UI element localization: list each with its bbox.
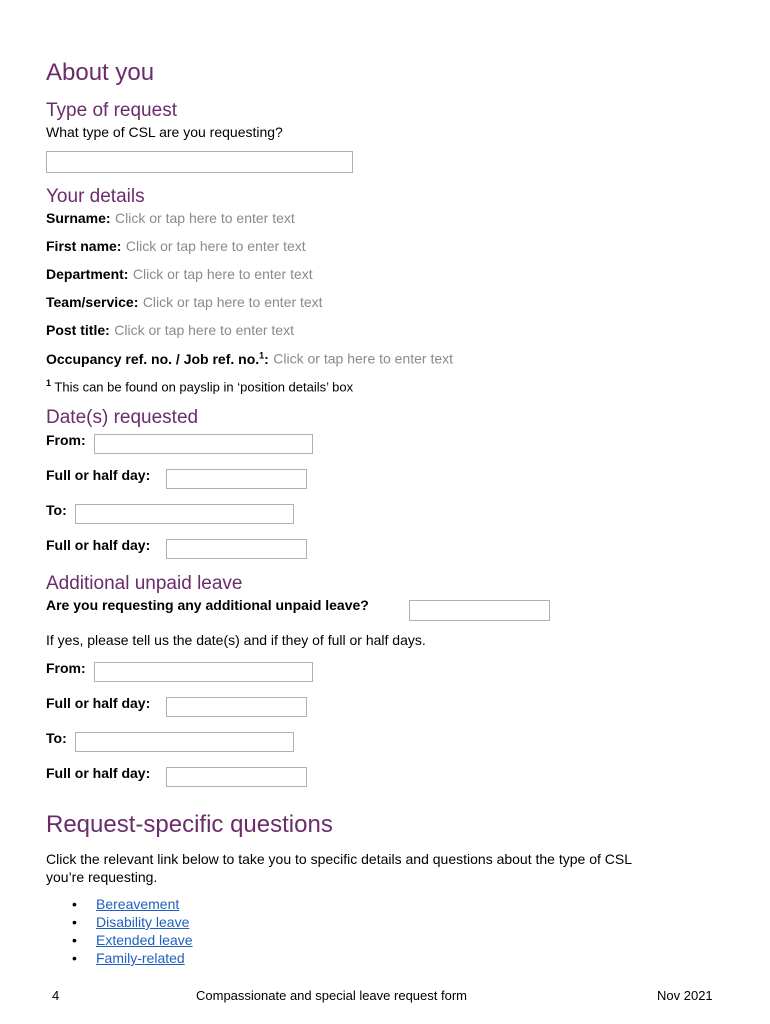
type-of-request-question: What type of CSL are you requesting? [46, 124, 283, 140]
bullet: • [72, 932, 77, 948]
bullet: • [72, 896, 77, 912]
first-name-row [46, 238, 306, 256]
dates-full-half-input-1[interactable] [166, 469, 307, 489]
unpaid-full-half-input-1[interactable] [166, 697, 307, 717]
bereavement-link[interactable]: Bereavement [96, 896, 180, 912]
footer-title: Compassionate and special leave request form [196, 988, 467, 1003]
occupancy-label: Occupancy ref. no. / Job ref. no.$^1$: [46, 350, 269, 367]
dates-from-input[interactable] [94, 434, 313, 454]
type-of-request-input[interactable] [46, 151, 353, 173]
request-specific-heading: Request-specific questions [46, 811, 333, 838]
department-row [46, 266, 313, 284]
unpaid-leave-answer-input[interactable] [409, 600, 550, 621]
footnote [46, 378, 353, 394]
dates-requested-heading: Date(s) requested [46, 407, 199, 428]
disability-leave-link[interactable]: Disability leave [96, 914, 190, 930]
team-service-field[interactable]: Click or tap here to enter text [142, 294, 323, 310]
extended-leave-link[interactable]: Extended leave [96, 932, 193, 948]
department-label: Department: [46, 266, 129, 282]
post-title-label: Post title: [46, 322, 110, 338]
dates-to-input[interactable] [75, 504, 294, 524]
dates-full-half-label-1: Full or half day: [46, 467, 151, 483]
surname-row [46, 210, 295, 228]
footnote-marker: 1 [46, 378, 52, 388]
dates-full-half-label-2: Full or half day: [46, 537, 151, 553]
dates-from-label: From: [46, 432, 86, 448]
about-you-heading: About you [46, 59, 155, 86]
dates-full-half-input-2[interactable] [166, 539, 307, 559]
department-field[interactable]: Click or tap here to enter text [132, 266, 313, 282]
post-title-row [46, 322, 294, 340]
unpaid-full-half-label-2: Full or half day: [46, 765, 151, 781]
unpaid-to-input[interactable] [75, 732, 294, 752]
unpaid-from-input[interactable] [94, 662, 313, 682]
surname-field[interactable]: Click or tap here to enter text [115, 210, 295, 226]
bullet: • [72, 950, 77, 966]
your-details-heading: Your details [46, 186, 145, 207]
unpaid-leave-instruction: If yes, please tell us the date(s) and if they of full or half days. [46, 632, 426, 648]
unpaid-leave-question: Are you requesting any additional unpaid leave? [46, 597, 369, 613]
page-number: 4 [52, 988, 60, 1003]
footer-date: Nov 2021 [657, 988, 713, 1003]
unpaid-full-half-input-2[interactable] [166, 767, 307, 787]
occupancy-row [46, 350, 453, 369]
first-name-label: First name: [46, 238, 122, 254]
team-service-row [46, 294, 323, 312]
bullet: • [72, 914, 77, 930]
request-specific-intro-line1: Click the relevant link below to take you to specific details and questions about the type of CSL [46, 851, 633, 867]
type-of-request-heading: Type of request [46, 100, 177, 121]
footnote-text: This can be found on payslip in ‘position details’ box [51, 379, 354, 395]
footnote-ref: 1 [259, 350, 265, 360]
first-name-field[interactable]: Click or tap here to enter text [125, 238, 306, 254]
unpaid-full-half-label-1: Full or half day: [46, 695, 151, 711]
team-service-label: Team/service: [46, 294, 139, 310]
unpaid-to-label: To: [46, 730, 67, 746]
post-title-field[interactable]: Click or tap here to enter text [114, 322, 294, 338]
request-specific-intro-line2: you’re requesting. [46, 869, 158, 885]
unpaid-leave-heading: Additional unpaid leave [46, 573, 243, 594]
surname-label: Surname: [46, 210, 111, 226]
occupancy-field[interactable]: Click or tap here to enter text [273, 350, 454, 367]
unpaid-from-label: From: [46, 660, 86, 676]
family-related-link[interactable]: Family-related [96, 950, 185, 966]
dates-to-label: To: [46, 502, 67, 518]
